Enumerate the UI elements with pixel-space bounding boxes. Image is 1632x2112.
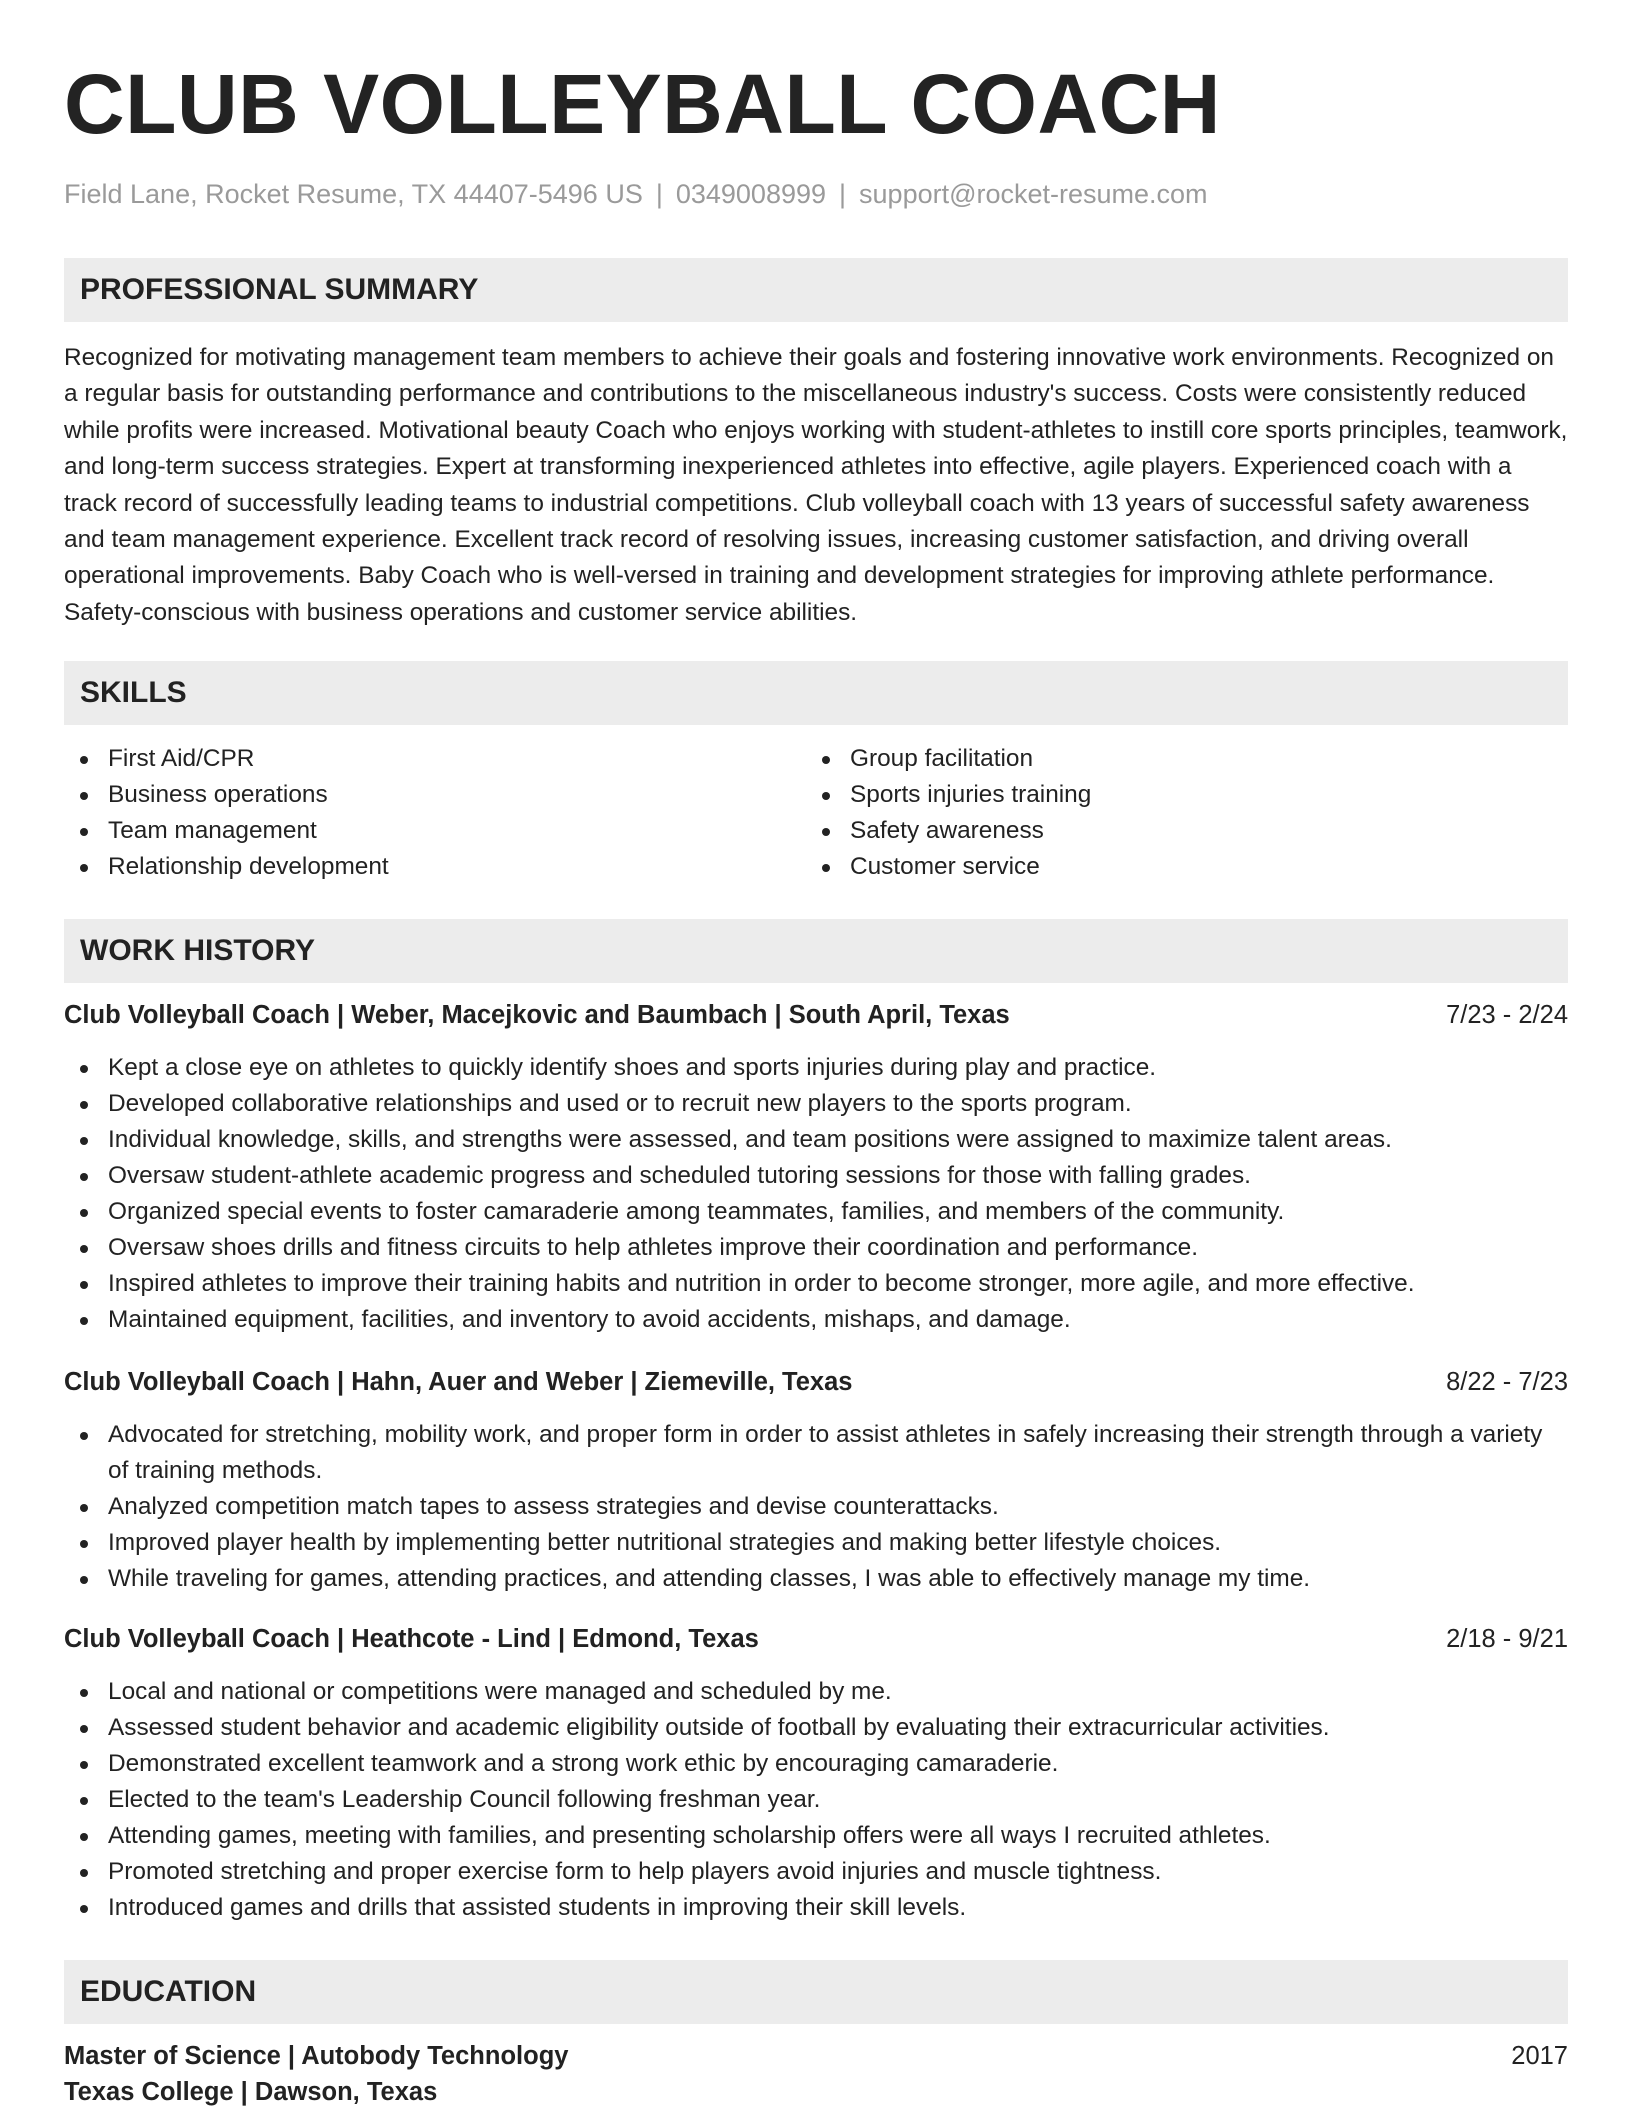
job-bullet: Elected to the team's Leadership Council following freshman year.	[64, 1782, 1568, 1818]
skill-item: Business operations	[64, 777, 806, 813]
candidate-name: CLUB VOLLEYBALL COACH	[64, 57, 1221, 151]
skill-item: Relationship development	[64, 849, 806, 885]
education-school: Texas College | Dawson, Texas	[64, 2078, 438, 2107]
education-degree: Master of Science | Autobody Technology	[64, 2042, 569, 2071]
skill-item: Sports injuries training	[806, 777, 1548, 813]
job-bullet: While traveling for games, attending practices, and attending classes, I was able to effectively manage my time.	[64, 1561, 1568, 1597]
job-bullet: Developed collaborative relationships and used or to recruit new players to the sports program.	[64, 1086, 1568, 1122]
skill-item: Group facilitation	[806, 741, 1548, 777]
job-header	[64, 1621, 1568, 1657]
skill-item: Customer service	[806, 849, 1548, 885]
job-title: Club Volleyball Coach | Hahn, Auer and Weber | Ziemeville, Texas	[64, 1368, 853, 1397]
section-header-skills: SKILLS	[64, 661, 1568, 725]
job-entry	[64, 1364, 1568, 1597]
job-dates: 2/18 - 9/21	[1446, 1625, 1568, 1654]
skill-item: Safety awareness	[806, 813, 1548, 849]
job-bullet: Maintained equipment, facilities, and inventory to avoid accidents, mishaps, and damage.	[64, 1302, 1568, 1338]
section-header-education: EDUCATION	[64, 1960, 1568, 2024]
job-title: Club Volleyball Coach | Weber, Macejkovic and Baumbach | South April, Texas	[64, 1001, 1010, 1030]
skills-list	[64, 741, 1568, 885]
job-title: Club Volleyball Coach | Heathcote - Lind | Edmond, Texas	[64, 1625, 759, 1654]
job-bullet: Assessed student behavior and academic eligibility outside of football by evaluating their extracurricular activities.	[64, 1710, 1568, 1746]
resume-page	[64, 0, 1568, 2110]
job-bullet: Demonstrated excellent teamwork and a strong work ethic by encouraging camaraderie.	[64, 1746, 1568, 1782]
job-bullets	[64, 1417, 1568, 1597]
skills-column-right	[806, 741, 1548, 885]
job-entry	[64, 1621, 1568, 1926]
section-header-work-history: WORK HISTORY	[64, 919, 1568, 983]
contact-address: Field Lane, Rocket Resume, TX 44407-5496 US	[64, 179, 643, 209]
job-bullet: Oversaw student-athlete academic progress and scheduled tutoring sessions for those with falling grades.	[64, 1158, 1568, 1194]
job-header	[64, 1364, 1568, 1400]
job-bullet: Individual knowledge, skills, and strengths were assessed, and team positions were assigned to maximize talent areas.	[64, 1122, 1568, 1158]
job-bullet: Oversaw shoes drills and fitness circuits to help athletes improve their coordination and performance.	[64, 1230, 1568, 1266]
job-bullets	[64, 1050, 1568, 1338]
skills-column-left	[64, 741, 806, 885]
job-entry	[64, 997, 1568, 1338]
job-bullet: Kept a close eye on athletes to quickly identify shoes and sports injuries during play and practice.	[64, 1050, 1568, 1086]
contact-separator: |	[655, 179, 663, 209]
contact-line	[64, 176, 1568, 212]
job-bullet: Analyzed competition match tapes to assess strategies and devise counterattacks.	[64, 1489, 1568, 1525]
education-entry	[64, 2038, 1568, 2110]
contact-email: support@rocket-resume.com	[859, 179, 1208, 209]
job-bullets	[64, 1674, 1568, 1926]
job-bullet: Local and national or competitions were managed and scheduled by me.	[64, 1674, 1568, 1710]
contact-separator: |	[839, 179, 847, 209]
job-bullet: Improved player health by implementing better nutritional strategies and making better lifestyle choices.	[64, 1525, 1568, 1561]
job-bullet: Organized special events to foster camaraderie among teammates, families, and members of the community.	[64, 1194, 1568, 1230]
job-bullet: Inspired athletes to improve their training habits and nutrition in order to become stronger, more agile, and more effective.	[64, 1266, 1568, 1302]
education-header	[64, 2038, 1568, 2074]
job-header	[64, 997, 1568, 1033]
education-year: 2017	[1511, 2042, 1568, 2071]
skill-item: First Aid/CPR	[64, 741, 806, 777]
skill-item: Team management	[64, 813, 806, 849]
summary-text: Recognized for motivating management team members to achieve their goals and fostering innovative work environments. Recognized on a regular basis for outstanding performance and contributions to the miscellaneous industry's success. Costs were consistently reduced while profits were increased. Motivational beauty Coach who enjoys working with student-athletes to instill core sports principles, teamwork, and long-term success strategies. Expert at transforming inexperienced athletes into effective, agile players. Experienced coach with a track record of successfully leading teams to industrial competitions. Club volleyball coach with 13 years of successful safety awareness and team management experience. Excellent track record of resolving issues, increasing customer satisfaction, and driving overall operational improvements. Baby Coach who is well-versed in training and development strategies for improving athlete performance. Safety-conscious with business operations and customer service abilities.	[64, 344, 1568, 626]
job-dates: 8/22 - 7/23	[1446, 1368, 1568, 1397]
job-bullet: Attending games, meeting with families, and presenting scholarship offers were all ways I recruited athletes.	[64, 1818, 1568, 1854]
job-bullet: Introduced games and drills that assisted students in improving their skill levels.	[64, 1890, 1568, 1926]
section-header-summary: PROFESSIONAL SUMMARY	[64, 258, 1568, 322]
contact-phone: 0349008999	[675, 179, 827, 209]
job-dates: 7/23 - 2/24	[1446, 1001, 1568, 1030]
job-bullet: Advocated for stretching, mobility work, and proper form in order to assist athletes in safely increasing their strength through a variety of training methods.	[64, 1417, 1568, 1489]
job-bullet: Promoted stretching and proper exercise form to help players avoid injuries and muscle tightness.	[64, 1854, 1568, 1890]
